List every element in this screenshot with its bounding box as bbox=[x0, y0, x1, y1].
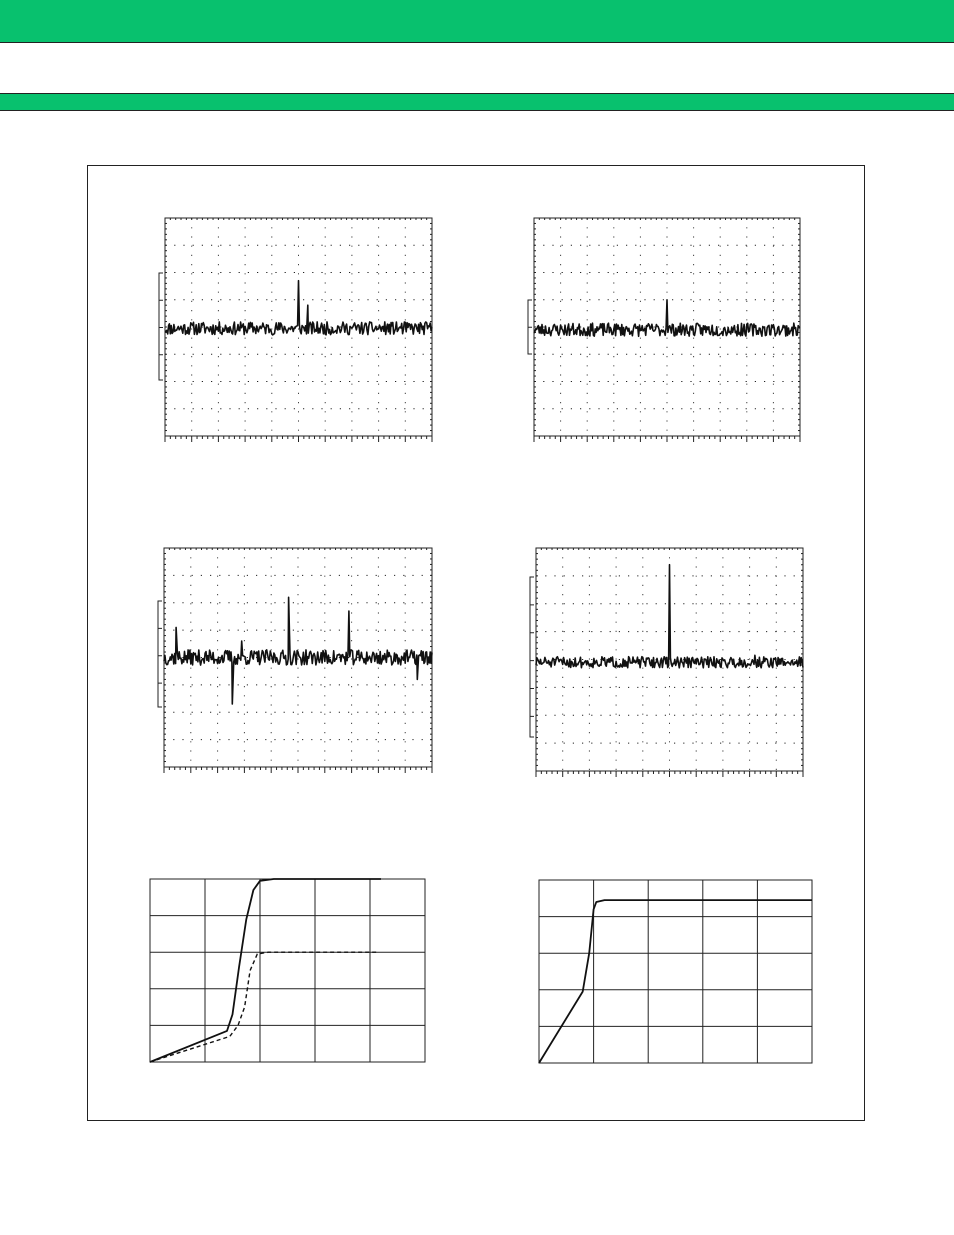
chart-top-right bbox=[528, 218, 800, 442]
plot-frame bbox=[539, 880, 812, 1063]
chart-bottom-left bbox=[150, 879, 425, 1062]
chart-middle-left bbox=[158, 548, 432, 773]
chart-top-left bbox=[159, 218, 432, 442]
series-trace bbox=[536, 565, 803, 668]
scale-bracket bbox=[530, 577, 534, 737]
chart-middle-right bbox=[530, 548, 803, 777]
scale-bracket bbox=[158, 601, 162, 707]
series-trace bbox=[165, 281, 432, 335]
chart-bottom-right bbox=[539, 880, 812, 1063]
series-solid-curve bbox=[539, 900, 812, 1063]
series-solid-curve bbox=[150, 879, 381, 1062]
plot-frame bbox=[150, 879, 425, 1062]
series-dashed-curve bbox=[150, 952, 378, 1062]
series-trace bbox=[534, 300, 800, 337]
scale-bracket bbox=[159, 273, 163, 380]
